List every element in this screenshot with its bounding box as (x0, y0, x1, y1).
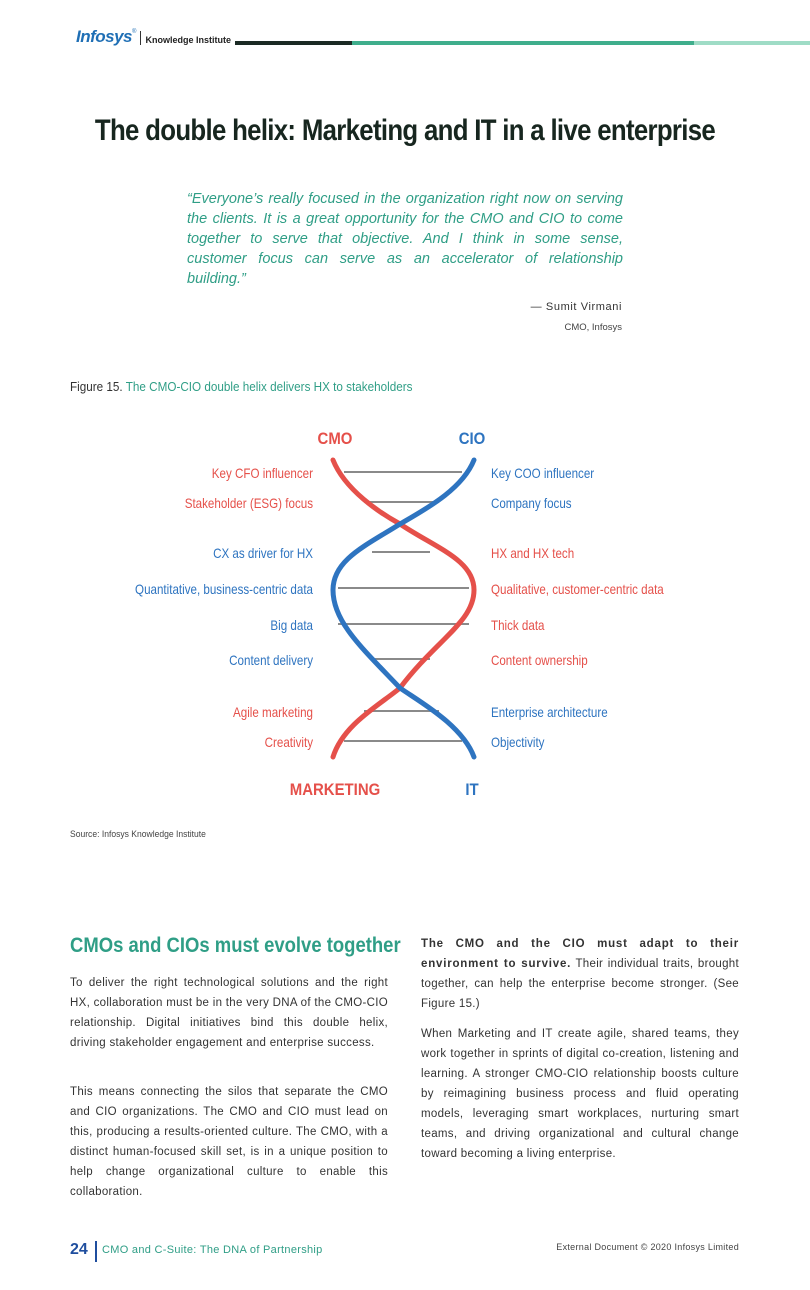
logo-subtitle: Knowledge Institute (145, 35, 231, 45)
left-trait-label: Key CFO influencer (211, 466, 313, 482)
page-number: 24 (70, 1241, 88, 1258)
pull-quote: “Everyone’s really focused in the organization right now on serving the clients. It is a great opportunity for the CMO and CIO to come together to serve that objective. And I think in some sense, customer focus can serve as an accelerator of relationship building.” (187, 191, 623, 287)
logo-registered-mark: ® (132, 29, 137, 35)
logo-wordmark: Infosys (76, 27, 133, 46)
label-cio: CIO (458, 430, 486, 449)
right-trait-label: Key COO influencer (491, 466, 595, 482)
left-paragraph-1: To deliver the right technological solutions and the right HX, collaboration must be in the very DNA of the CMO-CIO relationship. Digital initiatives bind this double helix, driving stakeholder engagement and enterprise success. (70, 977, 388, 1049)
left-trait-label: Big data (270, 618, 313, 634)
left-paragraph-2: This means connecting the silos that separate the CMO and CIO organizations. The CMO and CIO must lead on this, producing a results-oriented culture. The CMO, with a distinct human-focused skill set, is in a unique position to help change organizational culture to enable this collaboration. (70, 1086, 388, 1198)
left-trait-label: Quantitative, business-centric data (135, 582, 313, 598)
figure-label: Figure 15. (70, 379, 123, 394)
right-trait-label: HX and HX tech (491, 546, 575, 562)
right-trait-label: Thick data (491, 618, 545, 634)
right-paragraph-1 (421, 934, 739, 1014)
left-trait-label: Agile marketing (233, 705, 313, 721)
footer-divider (95, 1241, 97, 1262)
label-cmo: CMO (317, 430, 353, 449)
figure-title: The CMO-CIO double helix delivers HX to stakeholders (125, 379, 413, 394)
section-heading: CMOs and CIOs must evolve together (70, 934, 401, 957)
helix-strand-marketing (333, 460, 474, 757)
right-paragraph-lead: The CMO and the CIO must adapt to their environment to survive. (421, 938, 739, 970)
page-title: The double helix: Marketing and IT in a live enterprise (94, 114, 716, 147)
right-labels (491, 466, 664, 750)
label-marketing: MARKETING (289, 781, 381, 800)
right-trait-label: Company focus (491, 496, 572, 512)
figure-source: Source: Infosys Knowledge Institute (70, 829, 206, 840)
footer-doc-title: CMO and C-Suite: The DNA of Partnership (102, 1244, 323, 1256)
right-trait-label: Content ownership (491, 653, 588, 669)
left-trait-label: CX as driver for HX (213, 546, 313, 562)
left-labels (135, 466, 314, 750)
right-paragraph-1-rest: Their individual traits, brought together, can help the enterprise become stronger. (See Figure 15.) (421, 958, 739, 1010)
helix-strand-it (333, 460, 474, 757)
quote-role: CMO, Infosys (564, 322, 622, 333)
quote-author: — Sumit Virmani (530, 301, 622, 313)
helix-rungs (338, 472, 469, 741)
right-trait-label: Objectivity (491, 735, 545, 751)
right-trait-label: Enterprise architecture (491, 705, 608, 721)
left-trait-label: Content delivery (229, 653, 313, 669)
left-trait-label: Stakeholder (ESG) focus (184, 496, 313, 512)
right-trait-label: Qualitative, customer-centric data (491, 582, 664, 598)
right-paragraph-2: When Marketing and IT create agile, shared teams, they work together in sprints of digital co-creation, listening and learning. A stronger CMO-CIO relationship boosts culture by reimagining business process and fluid operating models, leveraging smart workplaces, nurturing smart teams, and driving organizational and cultural change toward becoming a living enterprise. (421, 1028, 739, 1160)
left-trait-label: Creativity (264, 735, 313, 751)
label-it: IT (465, 781, 479, 800)
footer-copyright: External Document © 2020 Infosys Limited (556, 1242, 739, 1252)
